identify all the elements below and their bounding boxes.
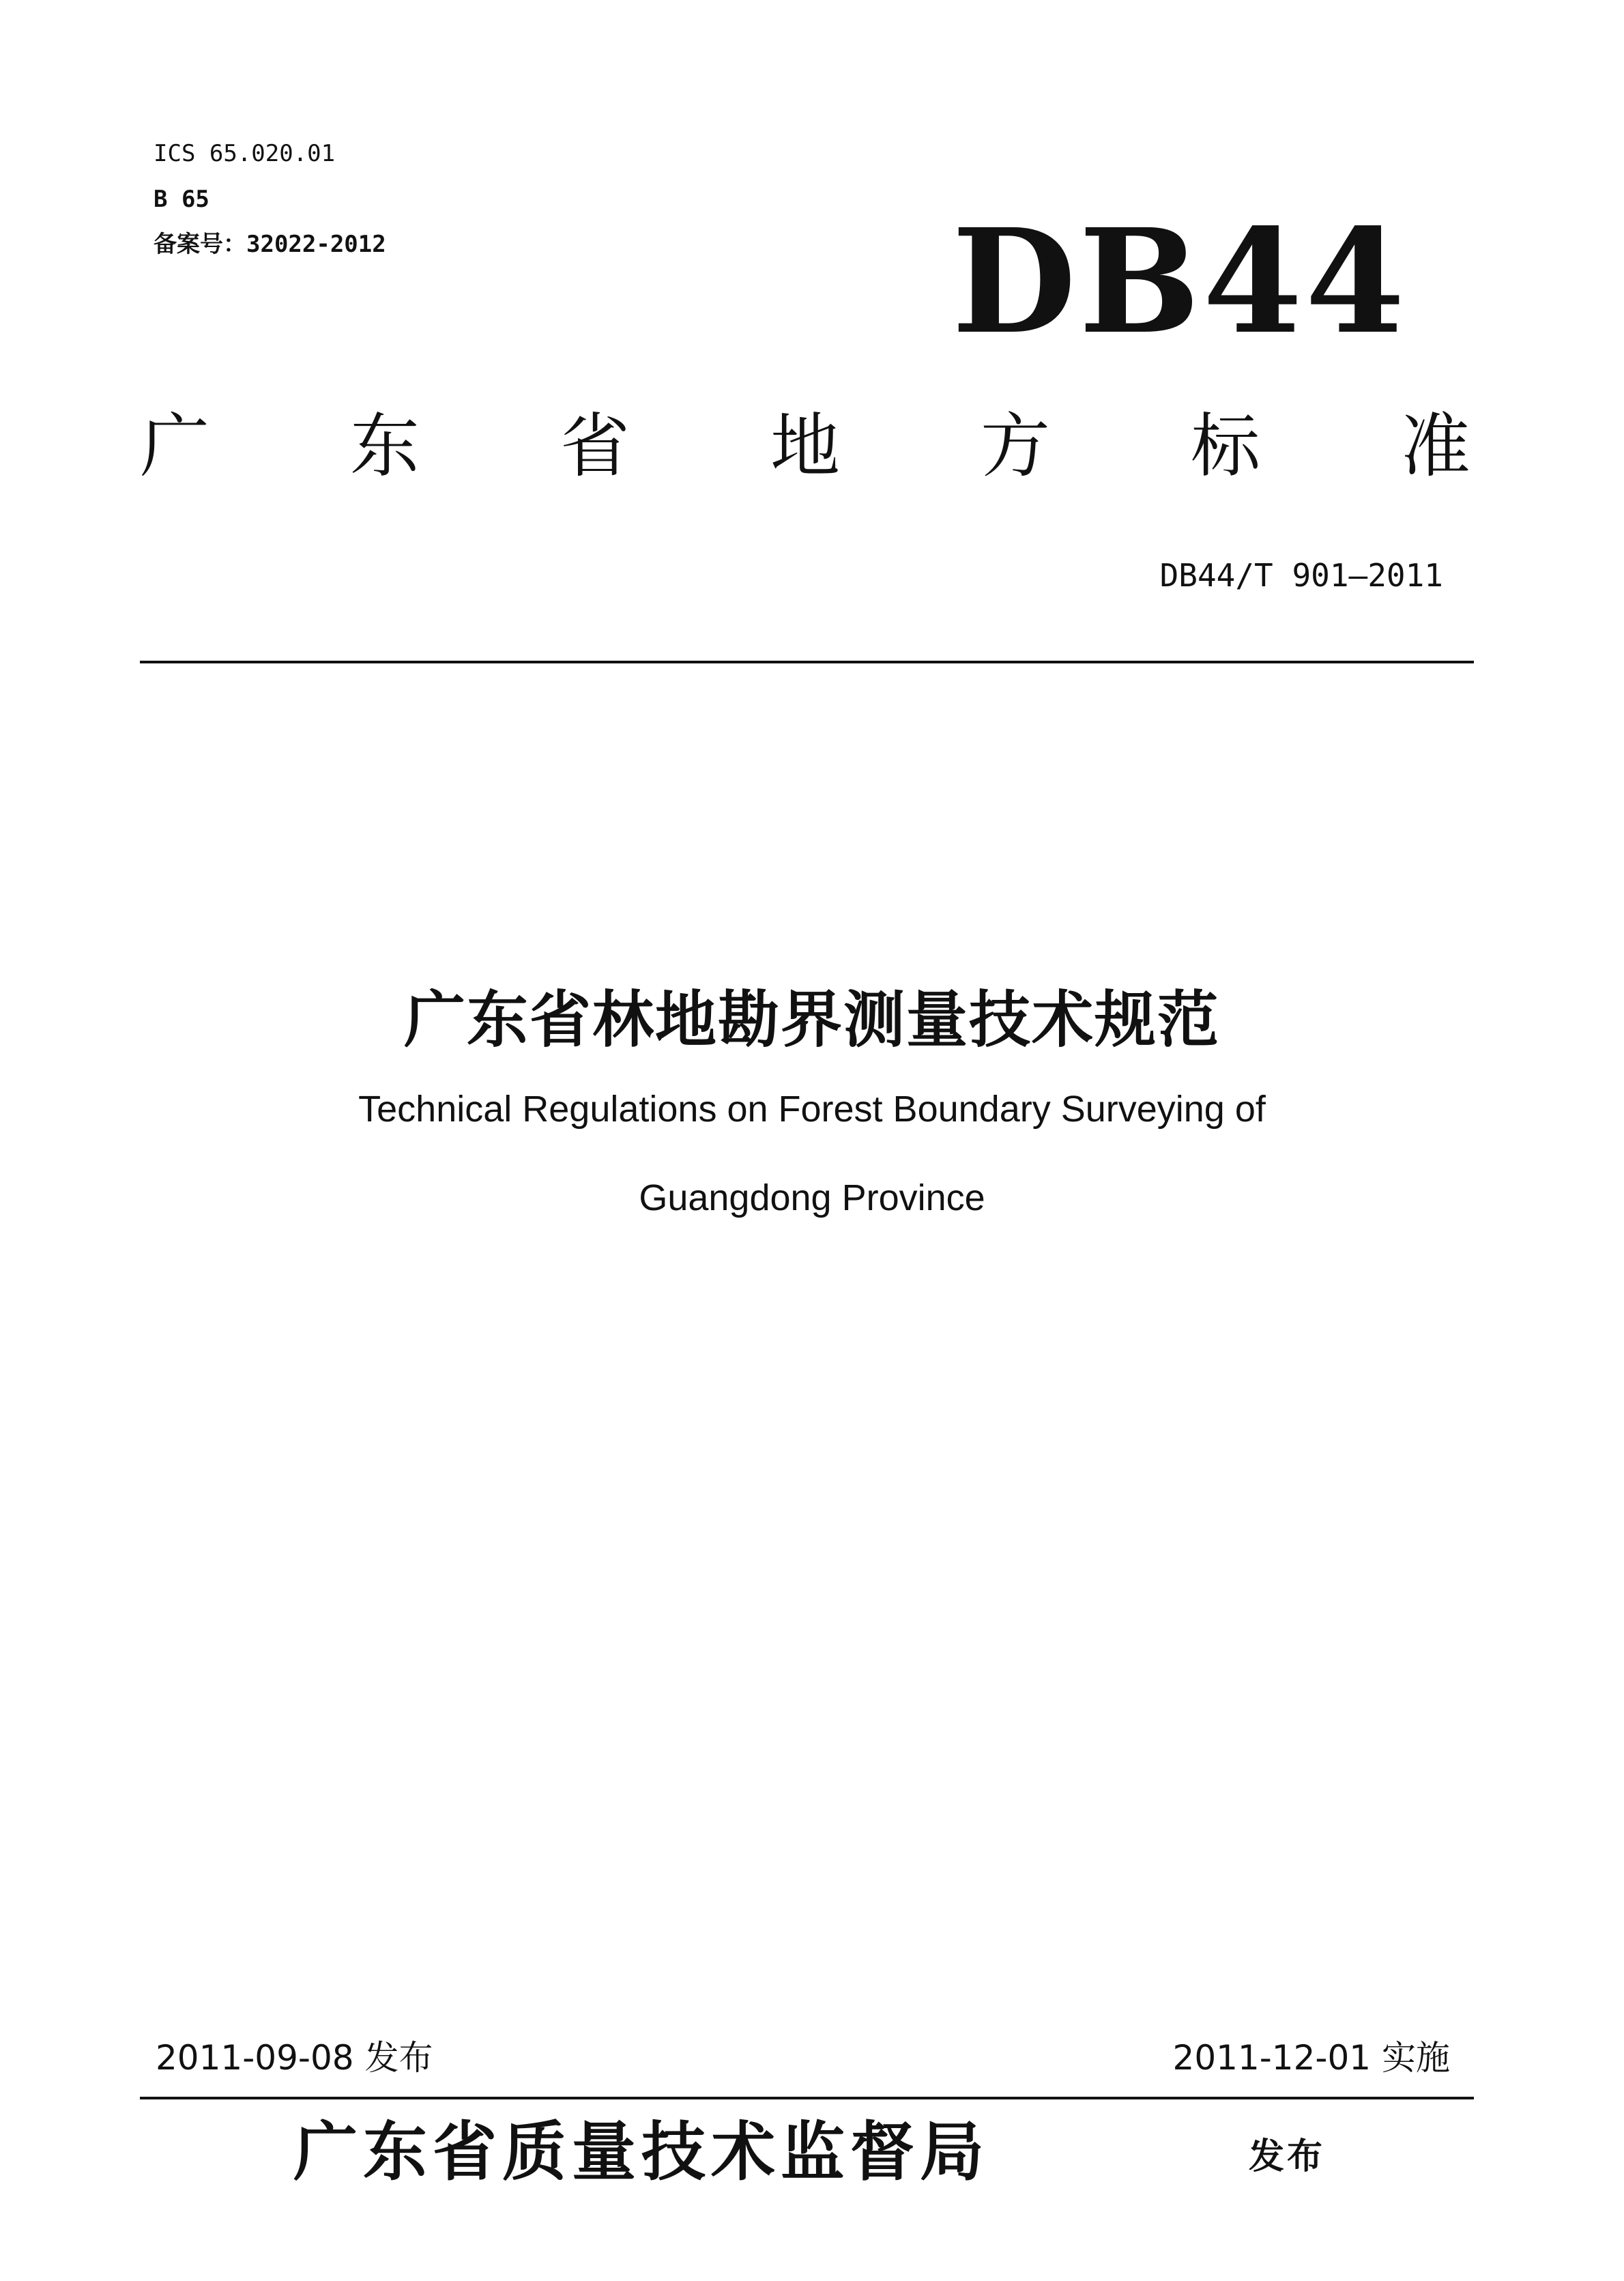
publisher-name: 广东省质量技术监督局 [293,2114,990,2190]
heading-char: 准 [1401,406,1470,487]
document-title-english-line2: Guangdong Province [639,1177,985,1218]
heading-char: 方 [981,406,1050,487]
implementation-date: 2011-12-01 实施 [1172,2038,1450,2078]
standard-type-heading [140,406,1470,488]
publisher-suffix: 发布 [1249,2136,1326,2177]
bottom-divider [140,2097,1474,2099]
heading-char: 东 [350,406,420,487]
heading-char: 广 [140,406,209,487]
heading-char: 标 [1191,406,1260,487]
record-number: 备案号：32022-2012 [154,231,386,258]
heading-char: 省 [560,406,630,487]
issue-date: 2011-09-08 发布 [156,2038,433,2078]
document-title-chinese: 广东省林地勘界测量技术规范 [404,984,1220,1056]
document-title-english-line1: Technical Regulations on Forest Boundary Surveying of [358,1089,1266,1130]
top-divider [140,661,1474,663]
heading-char: 地 [770,406,840,487]
ics-code: ICS 65.020.01 [154,140,336,167]
ccs-code: B 65 [154,186,209,213]
db44-logo: DB44 [952,197,1408,366]
standard-number: DB44/T 901—2011 [1159,557,1443,594]
